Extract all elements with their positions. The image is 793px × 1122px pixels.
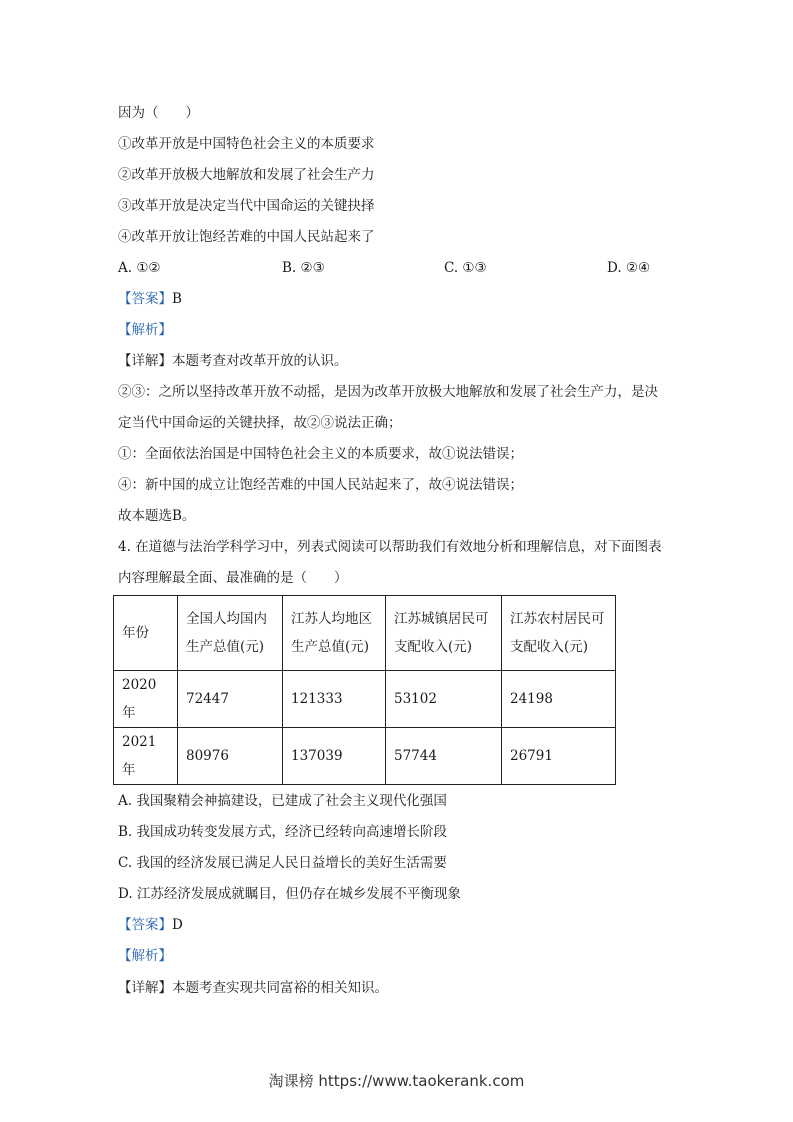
q3-item-3: ③改革开放是决定当代中国命运的关键抉择 <box>118 198 375 214</box>
header-text: 生产总值(元) <box>186 639 265 655</box>
table-header-row <box>114 596 616 671</box>
q4-option-d: D. 江苏经济发展成就瞩目，但仍存在城乡发展不平衡现象 <box>118 886 461 902</box>
header-text: 年份 <box>122 625 149 641</box>
q3-explain-3: ①：全面依法治国是中国特色社会主义的本质要求，故①说法错误； <box>118 446 523 462</box>
table-cell: 121333 <box>283 671 386 728</box>
table-cell: 26791 <box>502 728 616 785</box>
answer-value: D <box>172 917 183 933</box>
q3-option-c: C. ①③ <box>444 260 487 276</box>
table-cell: 2020年 <box>114 671 178 728</box>
table-cell: 53102 <box>386 671 502 728</box>
q4-analysis-tag: 【解析】 <box>118 948 172 964</box>
table-cell: 57744 <box>386 728 502 785</box>
q3-item-2: ②改革开放极大地解放和发展了社会生产力 <box>118 167 375 183</box>
q3-analysis-tag: 【解析】 <box>118 322 172 338</box>
q3-explain-5: 故本题选B。 <box>118 508 196 524</box>
table-cell: 2021年 <box>114 728 178 785</box>
header-text: 江苏人均地区 <box>291 611 372 627</box>
table-cell: 137039 <box>283 728 386 785</box>
header-text: 支配收入(元) <box>394 639 473 655</box>
header-cell-rural-income <box>502 596 616 671</box>
detail-tag: 【详解】 <box>118 353 172 369</box>
answer-tag: 【答案】 <box>118 917 172 933</box>
q3-explain-1: ②③：之所以坚持改革开放不动摇，是因为改革开放极大地解放和发展了社会生产力，是决 <box>118 384 658 400</box>
header-text: 全国人均国内 <box>186 611 267 627</box>
q4-option-a: A. 我国聚精会神搞建设，已建成了社会主义现代化强国 <box>118 793 447 809</box>
header-text: 支配收入(元) <box>510 639 589 655</box>
header-cell-national-gdp <box>178 596 283 671</box>
q3-item-4: ④改革开放让饱经苦难的中国人民站起来了 <box>118 229 375 245</box>
header-cell-urban-income <box>386 596 502 671</box>
q3-option-a: A. ①② <box>118 260 161 276</box>
q4-answer <box>118 916 183 934</box>
header-cell-jiangsu-gdp <box>283 596 386 671</box>
answer-tag: 【答案】 <box>118 291 172 307</box>
q3-explain-4: ④：新中国的成立让饱经苦难的中国人民站起来了，故④说法错误； <box>118 477 523 493</box>
q3-item-1: ①改革开放是中国特色社会主义的本质要求 <box>118 136 375 152</box>
table-cell: 72447 <box>178 671 283 728</box>
q3-option-b: B. ②③ <box>282 260 325 276</box>
header-text: 江苏城镇居民可 <box>394 611 489 627</box>
answer-value: B <box>172 291 182 307</box>
footer-watermark: 淘课榜 https://www.taokerank.com <box>268 1072 525 1090</box>
q3-detail <box>118 352 348 370</box>
detail-tag: 【详解】 <box>118 980 172 996</box>
q4-stem-2: 内容理解最全面、最准确的是（ ） <box>118 570 348 586</box>
header-text: 江苏农村居民可 <box>510 611 605 627</box>
q4-option-c: C. 我国的经济发展已满足人民日益增长的美好生活需要 <box>118 855 447 871</box>
q4-detail <box>118 979 388 997</box>
table-row <box>114 671 616 728</box>
q3-explain-2: 定当代中国命运的关键抉择，故②③说法正确； <box>118 415 402 431</box>
detail-text: 本题考查对改革开放的认识。 <box>172 353 348 369</box>
q4-stem-1: 4. 在道德与法治学科学习中，列表式阅读可以帮助我们有效地分析和理解信息，对下面图表 <box>118 539 662 555</box>
detail-text: 本题考查实现共同富裕的相关知识。 <box>172 980 388 996</box>
q3-answer <box>118 290 182 308</box>
q4-option-b: B. 我国成功转变发展方式，经济已经转向高速增长阶段 <box>118 824 448 840</box>
q3-option-d: D. ②④ <box>607 260 651 276</box>
header-text: 生产总值(元) <box>291 639 370 655</box>
header-cell-year <box>114 596 178 671</box>
table-cell: 80976 <box>178 728 283 785</box>
q4-data-table <box>113 595 616 785</box>
q3-stem-tail: 因为（ ） <box>118 105 199 121</box>
table-row <box>114 728 616 785</box>
table-cell: 24198 <box>502 671 616 728</box>
